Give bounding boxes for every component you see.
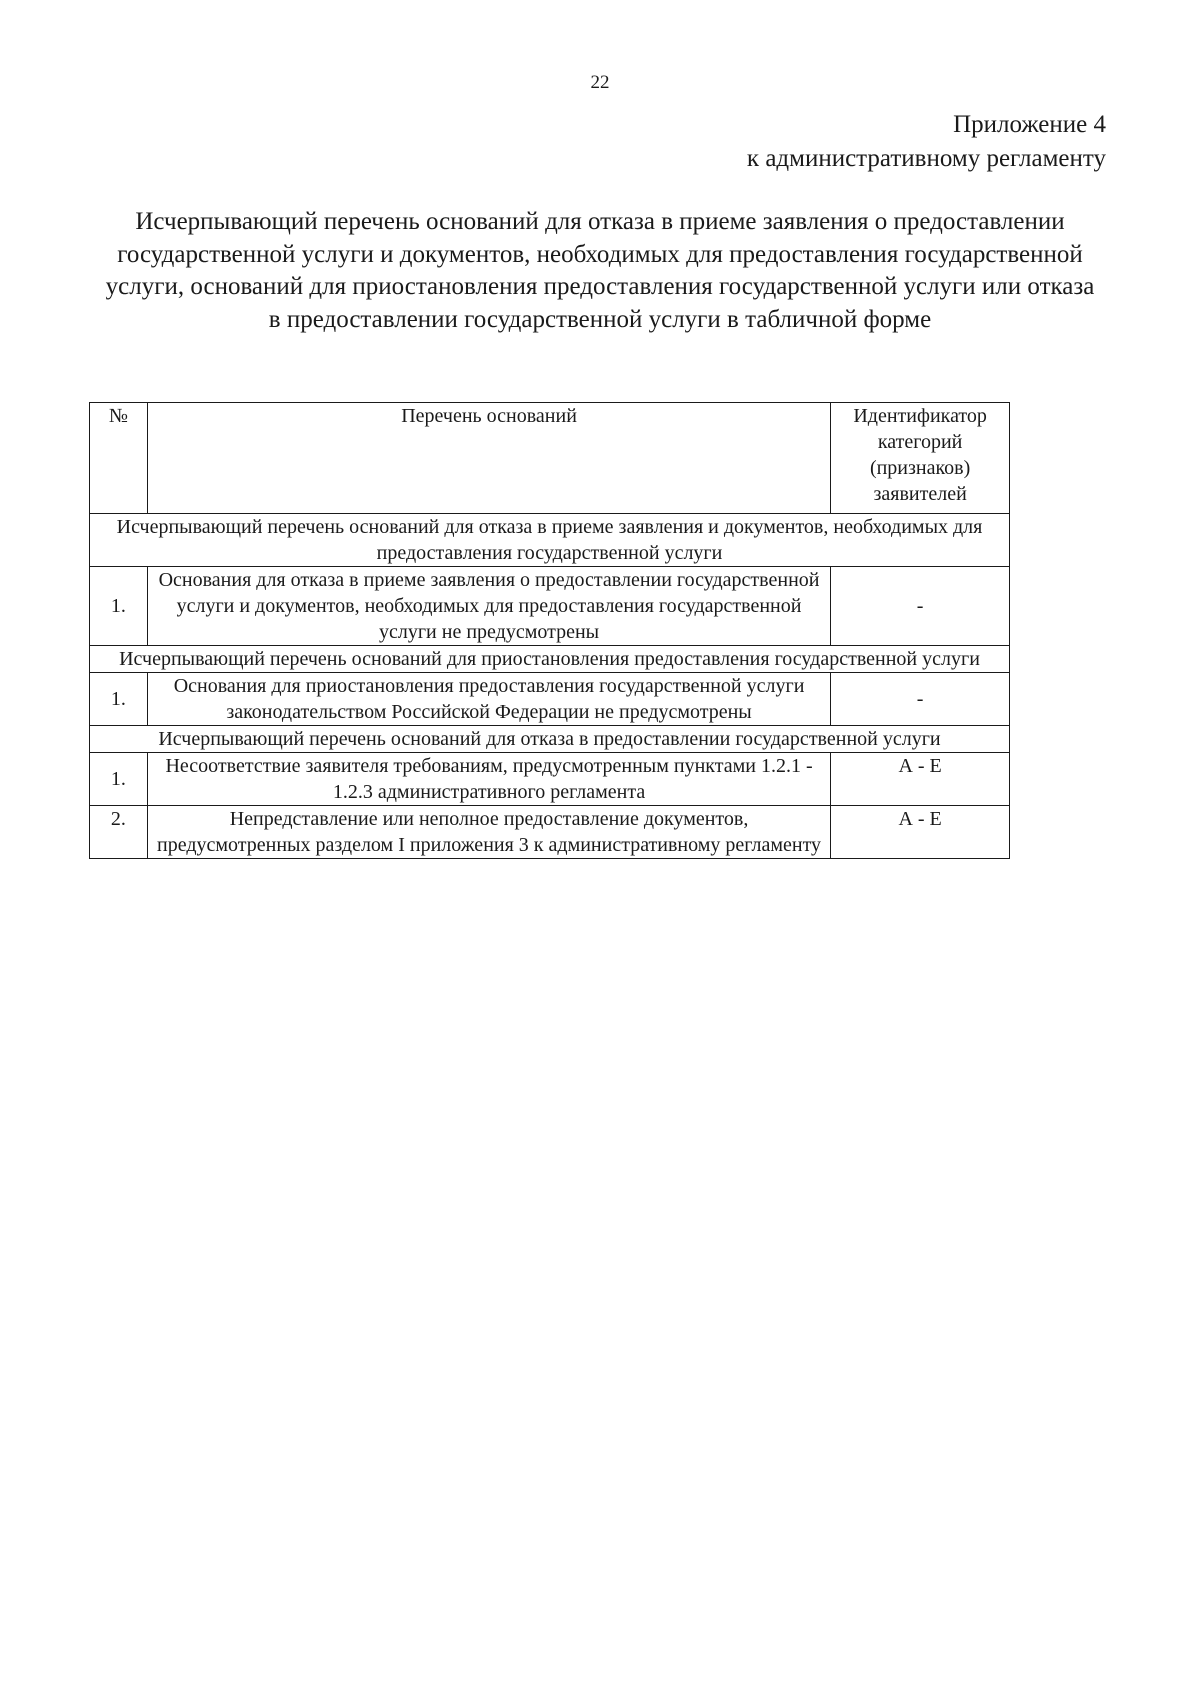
table-row <box>90 567 1010 646</box>
row-grounds-text: Непредставление или неполное предоставление документов, предусмотренных разделом I приложения 3 к административному регламенту <box>147 806 830 859</box>
table-row <box>90 753 1010 806</box>
appendix-caption <box>747 108 1106 176</box>
section-heading-reception-refusal: Исчерпывающий перечень оснований для отказа в приеме заявления и документов, необходимых для предоставления государственной услуги <box>90 514 1010 567</box>
section-heading-row <box>90 514 1010 567</box>
header-applicant-category-id: Идентификатор категорий (признаков) заявителей <box>831 403 1010 514</box>
row-number: 1. <box>90 753 148 806</box>
row-category-id: - <box>831 673 1010 726</box>
row-grounds-text: Основания для приостановления предоставления государственной услуги законодательством Российской Федерации не предусмотрены <box>147 673 830 726</box>
table-header-row <box>90 403 1010 514</box>
document-title: Исчерпывающий перечень оснований для отказа в приеме заявления о предоставлении государственной услуги и документов, необходимых для предоставления государственной услуги, оснований для приостановления предоставления государственной услуги или отказа в предоставлении государственной услуги в табличной форме <box>105 208 1095 333</box>
header-grounds: Перечень оснований <box>147 403 830 514</box>
header-number: № <box>90 403 148 514</box>
table-row <box>90 806 1010 859</box>
section-heading-row <box>90 726 1010 753</box>
grounds-table <box>89 402 1010 859</box>
row-grounds-text: Основания для отказа в приеме заявления о предоставлении государственной услуги и документов, необходимых для предоставления государственной услуги не предусмотрены <box>147 567 830 646</box>
row-grounds-text: Несоответствие заявителя требованиям, предусмотренным пунктами 1.2.1 - 1.2.3 административного регламента <box>147 753 830 806</box>
section-heading-suspension: Исчерпывающий перечень оснований для приостановления предоставления государственной услуги <box>90 646 1010 673</box>
page-number: 22 <box>590 72 610 93</box>
row-number: 1. <box>90 673 148 726</box>
section-heading-row <box>90 646 1010 673</box>
row-number: 2. <box>90 806 148 859</box>
appendix-number: Приложение 4 <box>953 111 1106 138</box>
row-category-id: А - Е <box>831 753 1010 806</box>
table-row <box>90 673 1010 726</box>
row-number: 1. <box>90 567 148 646</box>
appendix-reference: к административному регламенту <box>746 145 1106 172</box>
row-category-id: А - Е <box>831 806 1010 859</box>
row-category-id: - <box>831 567 1010 646</box>
section-heading-service-refusal: Исчерпывающий перечень оснований для отказа в предоставлении государственной услуги <box>90 726 1010 753</box>
